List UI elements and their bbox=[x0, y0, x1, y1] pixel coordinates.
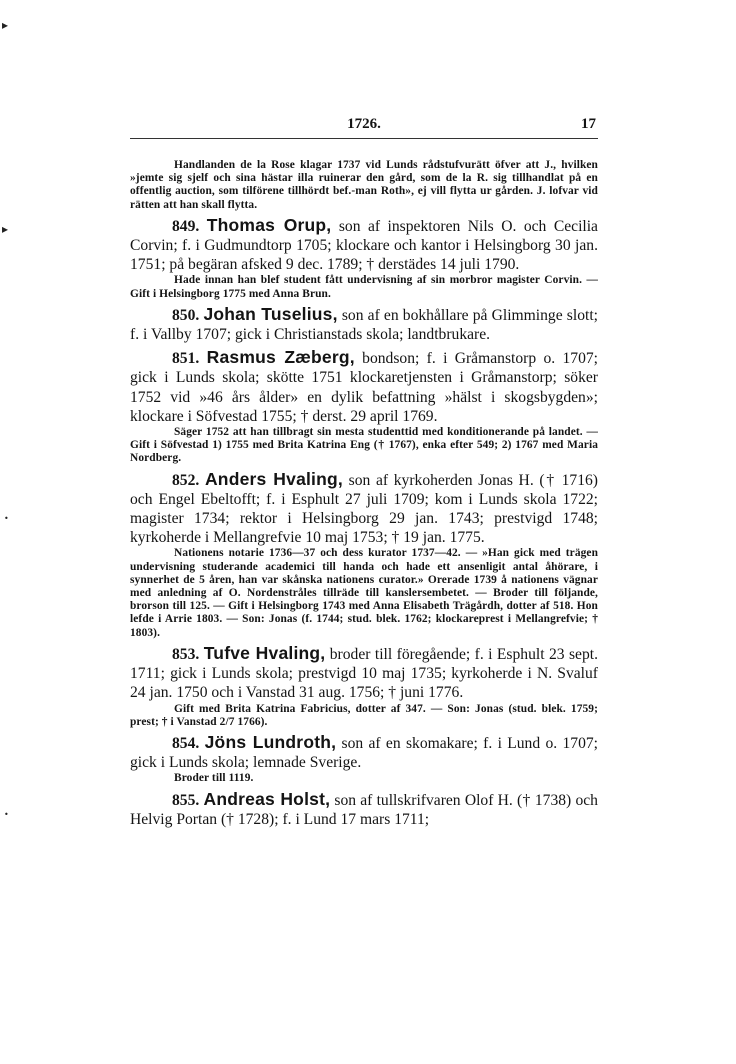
entry-text: bondson; f. i Gråmanstorp o. 1707; gick i Lunds skola; skötte 1751 klockaretjensten i Gråmanstorp; söker 1752 vid »46 års ålder» en dylik befattning »hälst i skogsbygden»; klockare i Söfvestad 1755; † derst. 29 april 1769. bbox=[130, 350, 598, 425]
page-header bbox=[130, 116, 598, 139]
scan-edge-mark: ▸ bbox=[2, 18, 9, 32]
entry-number: 850. bbox=[172, 306, 200, 324]
entry-name: Jöns Lundroth, bbox=[204, 731, 337, 752]
entry-name: Thomas Orup, bbox=[206, 214, 332, 235]
entry-852 bbox=[130, 470, 598, 640]
header-year: 1726. bbox=[347, 116, 381, 132]
entry-note: Säger 1752 att han tillbragt sin mesta studenttid med konditionerande på landet. — Gift i Söfvestad 1) 1755 med Brita Katrina Eng († 1767), enka efter 549; 2) 1767 med Maria Nordberg. bbox=[130, 426, 598, 465]
entry-855 bbox=[130, 790, 598, 829]
entry-text: son af en bokhållare på Glimminge slott; f. i Vallby 1707; gick i Christianstads skola; landtbrukare. bbox=[130, 306, 598, 344]
entry-text: son af en skomakare; f. i Lund o. 1707; gick i Lunds skola; lemnade Sverige. bbox=[130, 734, 598, 772]
scan-edge-mark: ▸ bbox=[2, 222, 9, 236]
entry-number: 852. bbox=[172, 471, 200, 489]
entry-854 bbox=[130, 733, 598, 786]
entry-number: 855. bbox=[172, 791, 200, 809]
entry-text: son af tullskrifvaren Olof H. († 1738) och Helvig Portan († 1728); f. i Lund 17 mars 1711; bbox=[130, 791, 598, 828]
entry-name: Andreas Holst, bbox=[203, 788, 331, 809]
entry-note: Gift med Brita Katrina Fabricius, dotter af 347. — Son: Jonas (stud. blek. 1759; prest; † i Vanstad 2/7 1766). bbox=[130, 702, 598, 728]
entry-number: 849. bbox=[172, 217, 200, 235]
entry-name: Johan Tuselius, bbox=[203, 303, 338, 324]
scan-edge-mark: • bbox=[4, 810, 9, 819]
entry-name: Rasmus Zæberg, bbox=[206, 347, 355, 368]
entry-number: 854. bbox=[172, 734, 200, 752]
entry-note: Nationens notarie 1736—37 och dess kurator 1737—42. — »Han gick med trägen undervisning studerande academici till handa och hade ett ansenligit antal åhörare, i synnerhet de 5 åren, han var skånska nationens curator.» Orerade 1739 å nationens vägnar med anledning af O. Nordenstråles tillräde till kanslersembetet. — Broder till följande, brorson till 125. — Gift i Helsingborg 1743 med Anna Elisabeth Trägårdh, dotter af 518. Hon lefde i Arrie 1803. — Son: Jonas (f. 1744; stud. blek. 1762; klockareprest i Mellangrefvie; † 1803). bbox=[130, 547, 598, 639]
entry-number: 851. bbox=[172, 350, 200, 368]
entry-number: 853. bbox=[172, 645, 200, 663]
entry-name: Anders Hvaling, bbox=[204, 468, 343, 489]
entry-853 bbox=[130, 644, 598, 729]
book-page bbox=[130, 116, 598, 829]
entry-name: Tufve Hvaling, bbox=[203, 642, 326, 663]
entry-note: Hade innan han blef student fått undervisning af sin morbror magister Corvin. — Gift i Helsingborg 1775 med Anna Brun. bbox=[130, 274, 598, 300]
page-number: 17 bbox=[581, 116, 596, 132]
entry-text: son af kyrkoherden Jonas H. († 1716) och Engel Ebeltofft; f. i Esphult 27 juli 1709; kom i Lunds skola 1722; magister 1734; rektor i Helsingborg 29 jan. 1743; prestvigd 1748; kyrkoherde i Mellangrefvie 10 maj 1753; † 19 jan. 1775. bbox=[130, 471, 598, 547]
intro-note: Handlanden de la Rose klagar 1737 vid Lunds rådstufvurätt öfver att J., hvilken »jemte sig sjelf och sina hästar illa ruinerar den gård, som de la R. sig tillhandlat på en offentlig auction, som tilförene tillhördt bef.-man Roth», ej vill flytta ur gården. J. lofvar vid rätten att han skall flytta. bbox=[130, 159, 598, 211]
entry-851 bbox=[130, 348, 598, 465]
scan-edge-mark: • bbox=[4, 514, 9, 523]
entry-850 bbox=[130, 305, 598, 344]
entry-text: son af inspektoren Nils O. och Cecilia Corvin; f. i Gudmundtorp 1705; klockare och kantor i Helsingborg 30 jan. 1751; på begäran afsked 9 dec. 1789; † derstädes 14 juli 1790. bbox=[130, 217, 598, 274]
entry-849 bbox=[130, 216, 598, 301]
entry-note: Broder till 1119. bbox=[174, 772, 254, 785]
entry-text: broder till föregående; f. i Esphult 23 sept. 1711; gick i Lunds skola; prestvigd 10 maj 1735; kyrkoherde i N. Svaluf 24 jan. 1750 och i Vanstad 31 aug. 1756; † juni 1776. bbox=[130, 645, 598, 702]
